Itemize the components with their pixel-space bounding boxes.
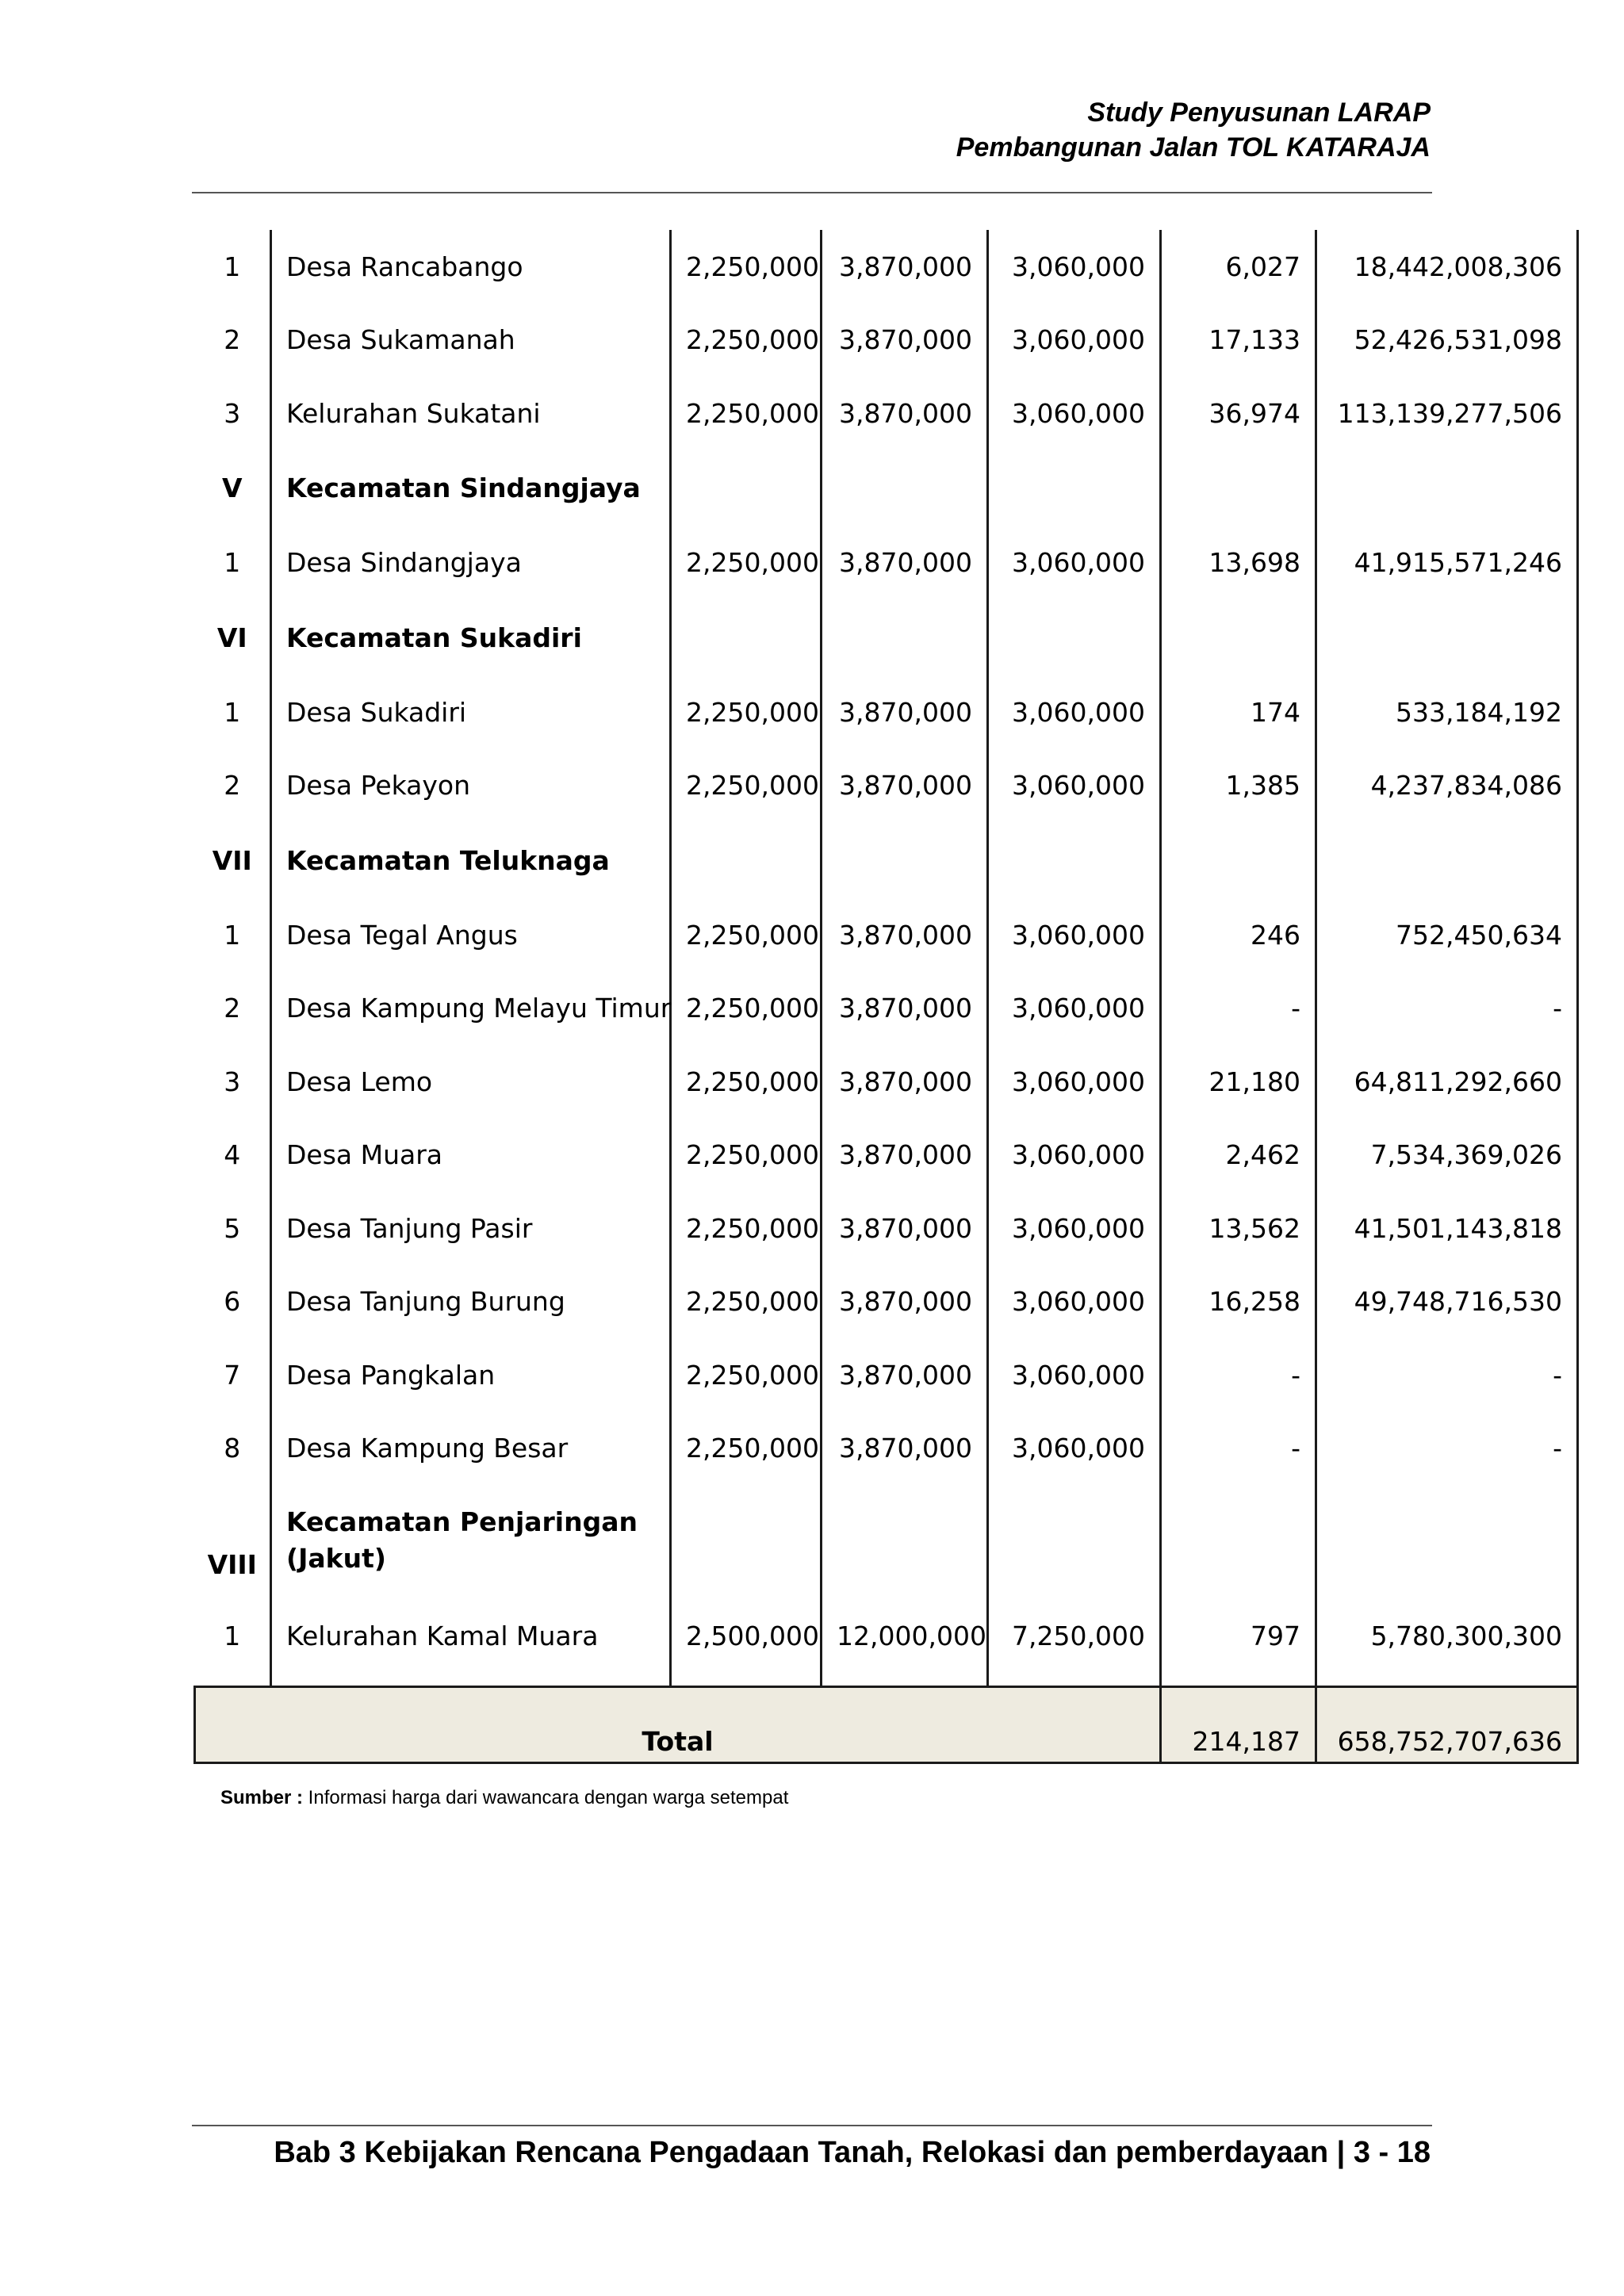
row-name: Kecamatan Sindangjaya bbox=[271, 450, 671, 526]
row-name: Desa Kampung Melayu Timur bbox=[271, 972, 671, 1046]
row-price-min: 2,250,000 bbox=[671, 304, 822, 377]
row-number: VIII bbox=[195, 1485, 271, 1596]
row-number: 2 bbox=[195, 972, 271, 1046]
row-price-max: 3,870,000 bbox=[822, 230, 988, 304]
row-price-max bbox=[822, 1485, 988, 1596]
table-row bbox=[195, 749, 1578, 823]
row-number: VII bbox=[195, 822, 271, 898]
row-value: 113,139,277,506 bbox=[1316, 377, 1578, 450]
row-price-avg: 3,060,000 bbox=[988, 304, 1161, 377]
source-text: Informasi harga dari wawancara dengan warga setempat bbox=[303, 1787, 789, 1808]
row-number: 1 bbox=[195, 898, 271, 972]
row-area: 797 bbox=[1161, 1596, 1316, 1686]
row-price-avg: 3,060,000 bbox=[988, 1119, 1161, 1192]
row-price-avg bbox=[988, 1485, 1161, 1596]
row-value: 7,534,369,026 bbox=[1316, 1119, 1578, 1192]
row-number: 7 bbox=[195, 1338, 271, 1412]
row-number: 1 bbox=[195, 675, 271, 749]
table-row bbox=[195, 230, 1578, 304]
row-name: Kecamatan Penjaringan (Jakut) bbox=[271, 1485, 671, 1596]
row-area bbox=[1161, 1485, 1316, 1596]
row-price-max: 3,870,000 bbox=[822, 526, 988, 600]
header-divider bbox=[192, 192, 1432, 193]
row-price-max: 3,870,000 bbox=[822, 749, 988, 823]
page-footer: Bab 3 Kebijakan Rencana Pengadaan Tanah, Relokasi dan pemberdayaan | 3 - 18 bbox=[274, 2136, 1431, 2169]
row-price-avg: 3,060,000 bbox=[988, 1338, 1161, 1412]
row-price-avg: 3,060,000 bbox=[988, 749, 1161, 823]
row-area: 16,258 bbox=[1161, 1265, 1316, 1339]
row-number: 1 bbox=[195, 526, 271, 600]
row-name: Desa Tegal Angus bbox=[271, 898, 671, 972]
section-row bbox=[195, 1485, 1578, 1596]
row-price-min: 2,250,000 bbox=[671, 377, 822, 450]
row-value: - bbox=[1316, 1338, 1578, 1412]
total-label: Total bbox=[195, 1686, 1161, 1762]
table-row bbox=[195, 377, 1578, 450]
row-value: 752,450,634 bbox=[1316, 898, 1578, 972]
row-name: Desa Sukamanah bbox=[271, 304, 671, 377]
row-price-avg: 7,250,000 bbox=[988, 1596, 1161, 1686]
row-price-min: 2,250,000 bbox=[671, 1045, 822, 1119]
row-price-max: 3,870,000 bbox=[822, 304, 988, 377]
row-area: - bbox=[1161, 1338, 1316, 1412]
table-row bbox=[195, 304, 1578, 377]
table-row bbox=[195, 1119, 1578, 1192]
table-row bbox=[195, 675, 1578, 749]
row-name: Desa Tanjung Pasir bbox=[271, 1192, 671, 1265]
row-number: 2 bbox=[195, 304, 271, 377]
row-area: - bbox=[1161, 1412, 1316, 1486]
row-price-avg bbox=[988, 599, 1161, 675]
row-name: Desa Sindangjaya bbox=[271, 526, 671, 600]
row-price-avg: 3,060,000 bbox=[988, 1265, 1161, 1339]
table-row bbox=[195, 1338, 1578, 1412]
row-area: 1,385 bbox=[1161, 749, 1316, 823]
row-area: 13,698 bbox=[1161, 526, 1316, 600]
row-number: 2 bbox=[195, 749, 271, 823]
row-value: 18,442,008,306 bbox=[1316, 230, 1578, 304]
row-price-min: 2,250,000 bbox=[671, 972, 822, 1046]
row-price-max: 3,870,000 bbox=[822, 1045, 988, 1119]
section-row bbox=[195, 599, 1578, 675]
row-number: 3 bbox=[195, 377, 271, 450]
row-price-max bbox=[822, 599, 988, 675]
row-value: 52,426,531,098 bbox=[1316, 304, 1578, 377]
row-number: V bbox=[195, 450, 271, 526]
total-row bbox=[195, 1686, 1578, 1762]
row-value: 4,237,834,086 bbox=[1316, 749, 1578, 823]
row-number: 5 bbox=[195, 1192, 271, 1265]
row-price-min: 2,500,000 bbox=[671, 1596, 822, 1686]
row-area: 21,180 bbox=[1161, 1045, 1316, 1119]
row-price-min: 2,250,000 bbox=[671, 230, 822, 304]
row-price-avg: 3,060,000 bbox=[988, 898, 1161, 972]
row-price-avg bbox=[988, 822, 1161, 898]
row-name: Desa Rancabango bbox=[271, 230, 671, 304]
row-price-max: 3,870,000 bbox=[822, 377, 988, 450]
row-price-max: 3,870,000 bbox=[822, 898, 988, 972]
table-row bbox=[195, 1596, 1578, 1686]
row-area: 246 bbox=[1161, 898, 1316, 972]
row-value bbox=[1316, 450, 1578, 526]
section-row bbox=[195, 450, 1578, 526]
row-area bbox=[1161, 599, 1316, 675]
table-body bbox=[195, 230, 1578, 1686]
row-area bbox=[1161, 822, 1316, 898]
row-value: 49,748,716,530 bbox=[1316, 1265, 1578, 1339]
row-number: 1 bbox=[195, 1596, 271, 1686]
row-area: 174 bbox=[1161, 675, 1316, 749]
row-price-min bbox=[671, 822, 822, 898]
row-area: 36,974 bbox=[1161, 377, 1316, 450]
row-name: Kecamatan Sukadiri bbox=[271, 599, 671, 675]
row-name: Desa Lemo bbox=[271, 1045, 671, 1119]
row-number: 8 bbox=[195, 1412, 271, 1486]
row-number: 6 bbox=[195, 1265, 271, 1339]
footer-divider bbox=[192, 2125, 1432, 2126]
source-label: Sumber : bbox=[220, 1787, 304, 1808]
row-price-avg: 3,060,000 bbox=[988, 1045, 1161, 1119]
row-name: Kelurahan Kamal Muara bbox=[271, 1596, 671, 1686]
section-row bbox=[195, 822, 1578, 898]
row-price-min: 2,250,000 bbox=[671, 1265, 822, 1339]
row-price-avg: 3,060,000 bbox=[988, 230, 1161, 304]
row-area: 17,133 bbox=[1161, 304, 1316, 377]
row-price-min: 2,250,000 bbox=[671, 526, 822, 600]
row-price-max: 3,870,000 bbox=[822, 1338, 988, 1412]
row-number: 1 bbox=[195, 230, 271, 304]
row-value bbox=[1316, 1485, 1578, 1596]
row-name: Desa Muara bbox=[271, 1119, 671, 1192]
row-price-min: 2,250,000 bbox=[671, 1119, 822, 1192]
row-value: 5,780,300,300 bbox=[1316, 1596, 1578, 1686]
row-name: Desa Tanjung Burung bbox=[271, 1265, 671, 1339]
row-price-max: 3,870,000 bbox=[822, 972, 988, 1046]
table-row bbox=[195, 526, 1578, 600]
row-number: 3 bbox=[195, 1045, 271, 1119]
row-number: VI bbox=[195, 599, 271, 675]
row-value: - bbox=[1316, 972, 1578, 1046]
row-name: Desa Pangkalan bbox=[271, 1338, 671, 1412]
row-price-max: 12,000,000 bbox=[822, 1596, 988, 1686]
table-row bbox=[195, 898, 1578, 972]
row-area bbox=[1161, 450, 1316, 526]
row-price-min: 2,250,000 bbox=[671, 1412, 822, 1486]
row-price-min: 2,250,000 bbox=[671, 1192, 822, 1265]
row-name: Kecamatan Teluknaga bbox=[271, 822, 671, 898]
row-price-max: 3,870,000 bbox=[822, 1119, 988, 1192]
table-row bbox=[195, 1192, 1578, 1265]
land-price-table-container bbox=[193, 230, 1576, 1764]
row-value bbox=[1316, 822, 1578, 898]
row-price-max bbox=[822, 450, 988, 526]
row-price-avg: 3,060,000 bbox=[988, 675, 1161, 749]
row-area: - bbox=[1161, 972, 1316, 1046]
row-value bbox=[1316, 599, 1578, 675]
row-area: 13,562 bbox=[1161, 1192, 1316, 1265]
row-price-avg: 3,060,000 bbox=[988, 972, 1161, 1046]
row-value: 533,184,192 bbox=[1316, 675, 1578, 749]
row-price-max: 3,870,000 bbox=[822, 1265, 988, 1339]
land-price-table bbox=[193, 230, 1579, 1764]
document-header bbox=[956, 95, 1431, 165]
row-area: 6,027 bbox=[1161, 230, 1316, 304]
row-price-avg: 3,060,000 bbox=[988, 1192, 1161, 1265]
row-area: 2,462 bbox=[1161, 1119, 1316, 1192]
row-price-min bbox=[671, 450, 822, 526]
row-price-max: 3,870,000 bbox=[822, 675, 988, 749]
row-value: - bbox=[1316, 1412, 1578, 1486]
row-value: 64,811,292,660 bbox=[1316, 1045, 1578, 1119]
row-price-max bbox=[822, 822, 988, 898]
row-price-min: 2,250,000 bbox=[671, 675, 822, 749]
table-row bbox=[195, 1045, 1578, 1119]
row-value: 41,915,571,246 bbox=[1316, 526, 1578, 600]
row-price-min: 2,250,000 bbox=[671, 1338, 822, 1412]
row-price-max: 3,870,000 bbox=[822, 1412, 988, 1486]
source-note bbox=[220, 1787, 788, 1809]
table-row bbox=[195, 1265, 1578, 1339]
row-price-avg: 3,060,000 bbox=[988, 377, 1161, 450]
row-price-min: 2,250,000 bbox=[671, 898, 822, 972]
row-value: 41,501,143,818 bbox=[1316, 1192, 1578, 1265]
row-price-min bbox=[671, 1485, 822, 1596]
row-name: Desa Kampung Besar bbox=[271, 1412, 671, 1486]
header-line-2: Pembangunan Jalan TOL KATARAJA bbox=[956, 132, 1431, 163]
table-row bbox=[195, 972, 1578, 1046]
total-value: 658,752,707,636 bbox=[1316, 1686, 1578, 1762]
total-area: 214,187 bbox=[1161, 1686, 1316, 1762]
table-row bbox=[195, 1412, 1578, 1486]
row-price-max: 3,870,000 bbox=[822, 1192, 988, 1265]
row-price-avg: 3,060,000 bbox=[988, 526, 1161, 600]
header-line-1: Study Penyusunan LARAP bbox=[1087, 98, 1431, 128]
row-name: Kelurahan Sukatani bbox=[271, 377, 671, 450]
row-price-avg bbox=[988, 450, 1161, 526]
row-name: Desa Sukadiri bbox=[271, 675, 671, 749]
row-price-avg: 3,060,000 bbox=[988, 1412, 1161, 1486]
row-name: Desa Pekayon bbox=[271, 749, 671, 823]
row-number: 4 bbox=[195, 1119, 271, 1192]
row-price-min bbox=[671, 599, 822, 675]
row-price-min: 2,250,000 bbox=[671, 749, 822, 823]
